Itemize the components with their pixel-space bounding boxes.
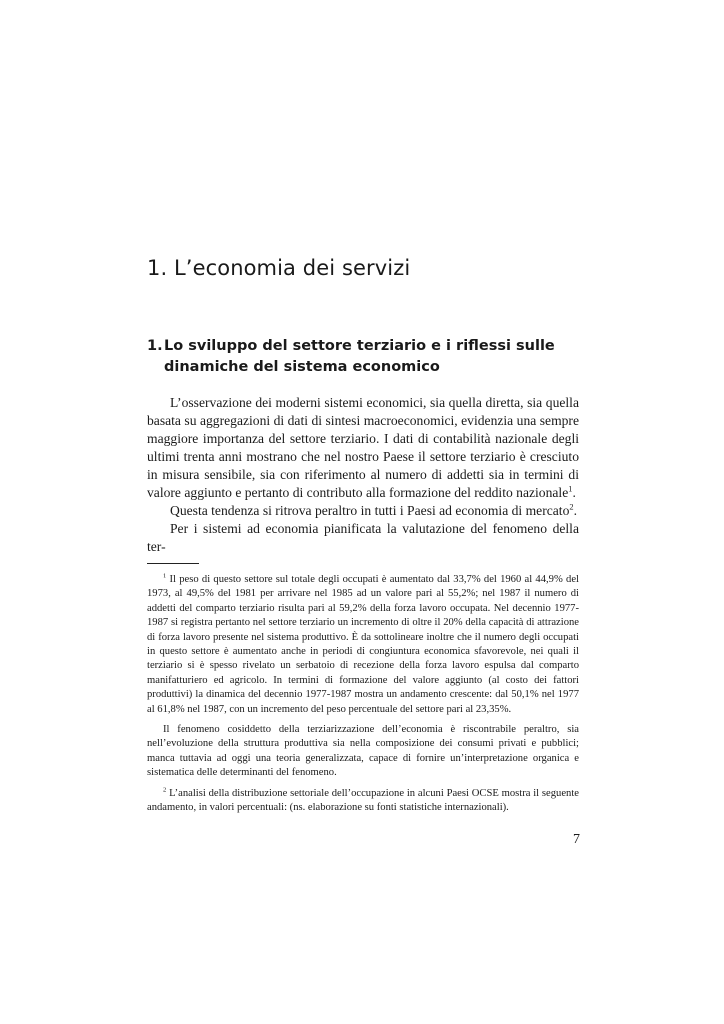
footnote-mark: 1	[163, 572, 167, 580]
body-paragraph	[147, 502, 579, 520]
footnote-1	[147, 573, 579, 717]
footnote-text: Il fenomeno cosiddetto della terziarizzazione dell’economia è riscontrabile peraltro, sia nell’evoluzione della struttura produttiva sia nella composizione dei consumi privati e pubblici; manca tuttavia ad oggi una teoria generalizzata, capace di fornire un’interpretazione organica e sistematica delle determinanti del fenomeno.	[147, 724, 579, 779]
section-heading	[147, 336, 579, 378]
footnote-mark: 2	[163, 786, 167, 794]
footnote-divider	[147, 563, 199, 564]
page-number: 7	[573, 832, 580, 847]
section-number: 1.	[147, 338, 163, 354]
body-paragraph	[147, 520, 579, 556]
paragraph-text: Per i sistemi ad economia pianificata la valutazione del fenomeno della ter-	[147, 521, 579, 554]
footnote-ref-2[interactable]: 2	[569, 501, 574, 512]
footnote-2	[147, 787, 579, 816]
body-paragraph	[147, 394, 579, 502]
paragraph-text: L’osservazione dei moderni sistemi economici, sia quella diretta, sia quella basata su aggregazioni di dati di sintesi macroeconomici, evidenzia una sempre maggiore importanza del settore terziario. I dati di contabilità nazionale degli ultimi trenta anni mostrano che nel nostro Paese il settore terziario è cresciuto in misura sensibile, sia con riferimento al numero di addetti sia in termini di valore aggiunto e pertanto di contributo alla formazione del reddito nazionale	[147, 395, 579, 500]
footnote-ref-1[interactable]: 1	[568, 483, 573, 494]
footnotes	[147, 573, 579, 816]
paragraph-end: .	[572, 485, 576, 500]
footnote-text: L’analisi della distribuzione settoriale dell’occupazione in alcuni Paesi OCSE mostra il seguente andamento, in valori percentuali: (ns. elaborazione su fonti statistiche internazionali).	[147, 787, 579, 814]
chapter-title: 1. L’economia dei servizi	[147, 256, 411, 280]
body-text	[147, 394, 579, 556]
section-title: Lo sviluppo del settore terziario e i riflessi sulle dinamiche del sistema economico	[164, 338, 555, 375]
footnote-text: Il peso di questo settore sul totale degli occupati è aumentato dal 33,7% del 1960 al 44,9% del 1973, al 49,5% del 1981 per arrivare nel 1985 ad un valore pari al 55,2%; nel 1987 il numero di addetti del comparto terziario risulta pari al 59,2% della forza lavoro occupata. Nel decennio 1977-1987 si registra pertanto nel settore terziario un incremento di oltre il 20% della capacità di attrazione di forza lavoro presente nel sistema produttivo. È da sottolineare inoltre che il numero degli occupati in questo settore è aumentato anche in periodi di congiuntura economica sfavorevole, nei quali il terziario si è spesso rivelato un serbatoio di recezione della forza lavoro espulsa dal comparto manifatturiero ed agricolo. In termini di formazione del valore aggiunto (al costo dei fattori produttivi) la dinamica del decennio 1977-1987 mostra un andamento crescente: dal 50,1% nel 1977 al 61,8% nel 1987, con un incremento del peso percentuale del settore pari al 23,35%.	[147, 574, 579, 715]
paragraph-text: Questa tendenza si ritrova peraltro in tutti i Paesi ad economia di mercato	[170, 503, 570, 518]
paragraph-end: .	[573, 503, 577, 518]
footnote-1-continued	[147, 723, 579, 781]
